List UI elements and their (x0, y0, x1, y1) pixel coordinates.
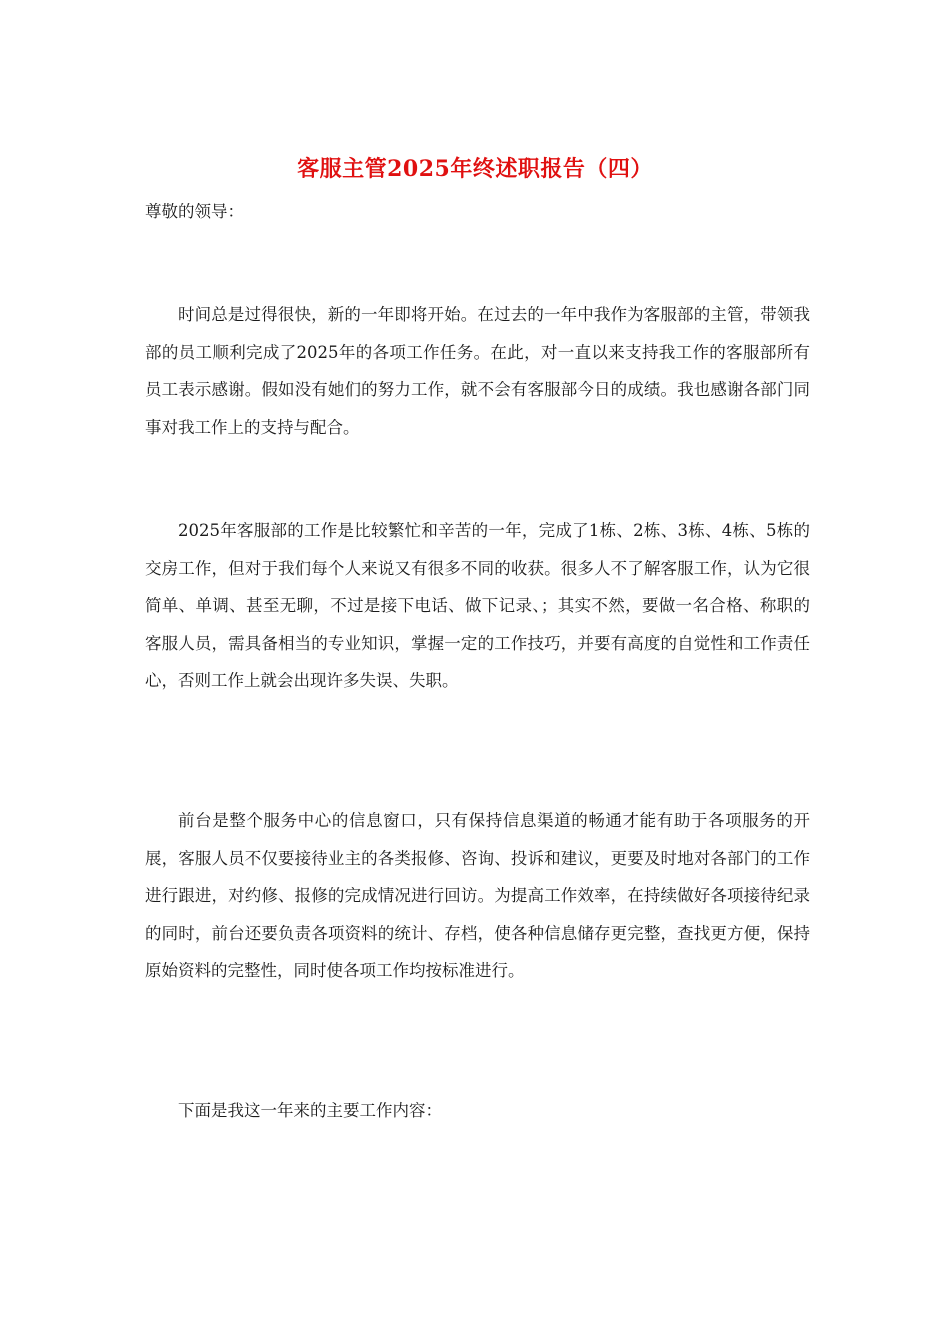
salutation: 尊敬的领导： (145, 202, 244, 221)
paragraph-1: 时间总是过得很快，新的一年即将开始。在过去的一年中我作为客服部的主管，带领我部的员工顺利完成了2025年的各项工作任务。在此，对一直以来支持我工作的客服部所有员工表示感谢。假如没有她们的努力工作，就不会有客服部今日的成绩。我也感谢各部门同事对我工作上的支持与配合。 (145, 305, 810, 437)
paragraph-2: 2025年客服部的工作是比较繁忙和辛苦的一年，完成了1栋、2栋、3栋、4栋、5栋的交房工作，但对于我们每个人来说又有很多不同的收获。很多人不了解客服工作，认为它很简单、单调、甚至无聊，不过是接下电话、做下记录、；其实不然，要做一名合格、称职的客服人员，需具备相当的专业知识，掌握一定的工作技巧，并要有高度的自觉性和工作责任心，否则工作上就会出现许多失误、失职。 (145, 521, 810, 690)
paragraph-3: 前台是整个服务中心的信息窗口，只有保持信息渠道的畅通才能有助于各项服务的开展，客服人员不仅要接待业主的各类报修、咨询、投诉和建议，更要及时地对各部门的工作进行跟进，对约修、报修的完成情况进行回访。为提高工作效率，在持续做好各项接待纪录的同时，前台还要负责各项资料的统计、存档，使各种信息储存更完整，查找更方便，保持原始资料的完整性，同时使各项工作均按标准进行。 (145, 811, 810, 980)
paragraph-4: 下面是我这一年来的主要工作内容： (178, 1101, 442, 1120)
document-title: 客服主管2025年终述职报告（四） (297, 156, 653, 182)
